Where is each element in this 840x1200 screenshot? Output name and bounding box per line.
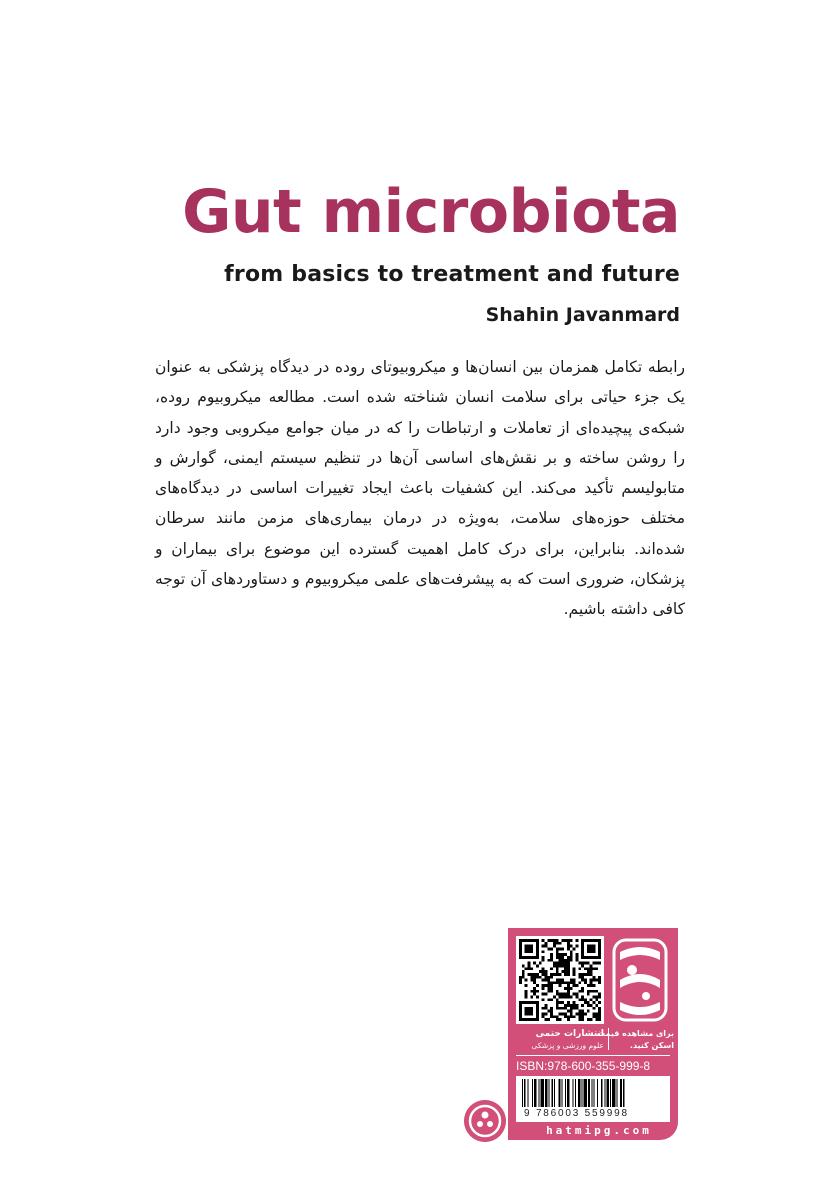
publisher-subtitle: علوم ورزشی و پزشکی [531,1041,604,1050]
publisher-website[interactable]: hatmipg.com [546,1124,652,1137]
book-subtitle: from basics to treatment and future [224,262,680,287]
barcode-icon [516,1076,670,1122]
book-title: Gut microbiota [182,177,680,247]
scan-instruction: اسکن کنید. [629,1041,674,1050]
qr-code-icon[interactable] [516,936,604,1024]
publisher-name: انتشارات حتمی [535,1029,604,1039]
publisher-badge-icon [464,1100,506,1142]
isbn-text: ISBN:978-600-355-999-8 [516,1059,651,1073]
scan-price-label: برای مشاهده قیمت [597,1029,674,1038]
publisher-logo-icon [612,938,668,1022]
barcode-digits: 9 786003 559998 [524,1108,629,1119]
book-author: Shahin Javanmard [485,304,680,326]
book-blurb: رابطه تکامل همزمان بین انسان‌ها و میکروبیوتای روده در دیدگاه پزشکی به عنوان یک جزء حیاتی برای سلامت انسان شناخته شده است. مطالعه میکروبیوم روده، شبکه‌ی پیچیده‌ای از تعاملات و ارتباطات را که در میان جوامع میکروبی وجود دارد را روشن ساخته و بر نقش‌های اساسی آن‌ها در تنظیم سیستم ایمنی، گوارش و متابولیسم تأکید می‌کند. این کشفیات باعث ایجاد تغییرات اساسی در دیدگاه‌های مختلف حوزه‌های سلامت، به‌ویژه در درمان بیماری‌های مزمن مانند سرطان شده‌اند. بنابراین، برای درک کامل اهمیت گسترده این موضوع برای بیماران و پزشکان، ضروری است که به پیشرفت‌های علمی میکروبیوم و دستاوردهای آن توجه کافی داشته باشیم. [155,358,685,619]
publisher-panel [508,928,678,1140]
panel-separator [516,1055,670,1056]
